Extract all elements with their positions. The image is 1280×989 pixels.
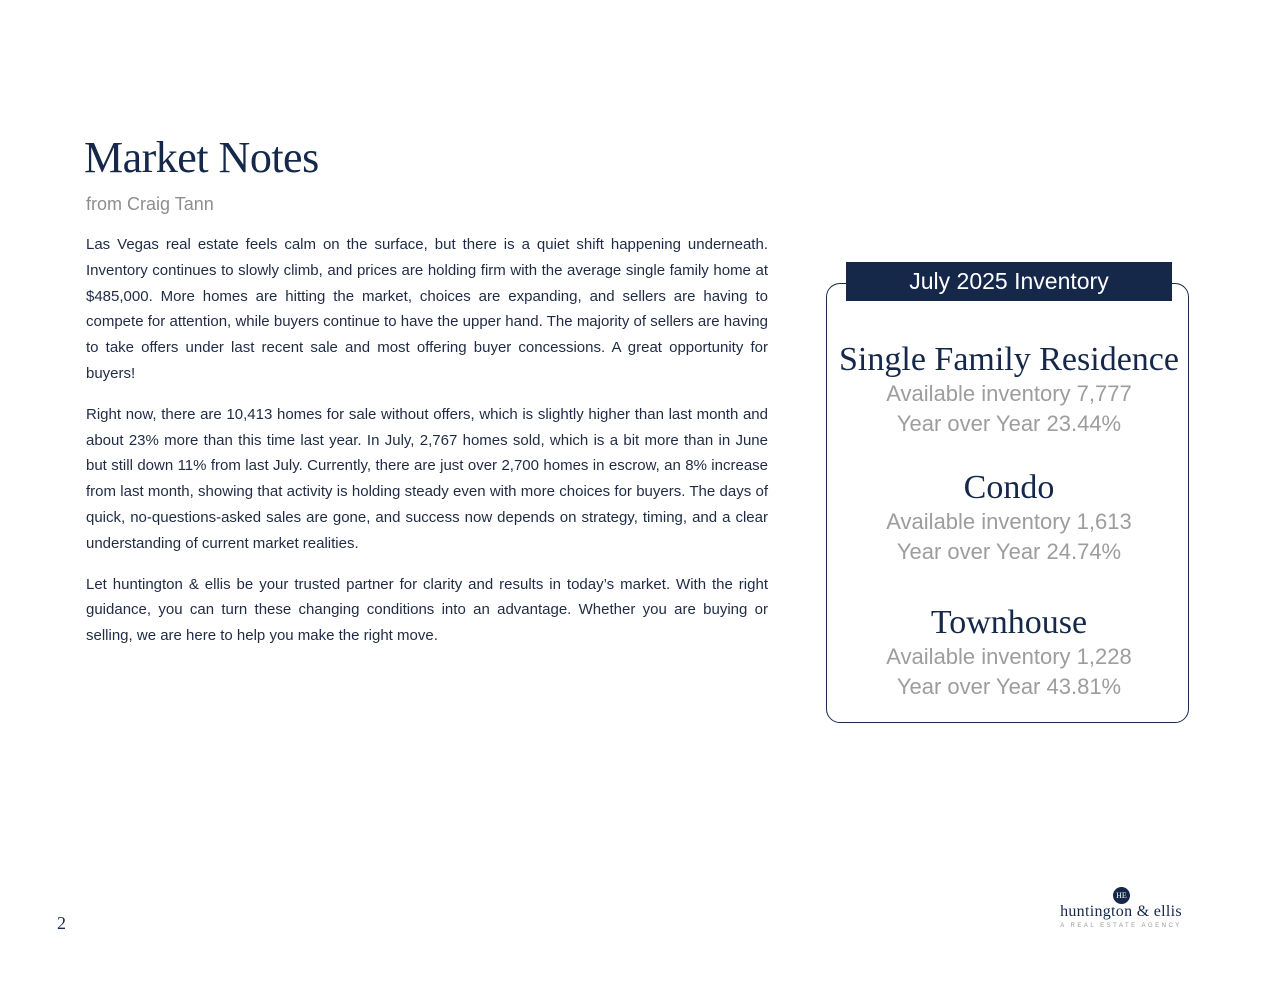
page-number: 2 — [57, 913, 66, 933]
category-condo — [826, 469, 1192, 567]
paragraph-closing: Let huntington & ellis be your trusted partner for clarity and results in today’s market. With the right guidance, you can turn these changing conditions into an advantage. Whether you are buying or selling, we are here to help you make the right move. — [86, 575, 768, 645]
author-subtitle: from Craig Tann — [86, 194, 214, 214]
category-name: Single Family Residence — [839, 341, 1179, 378]
category-name: Condo — [963, 469, 1055, 506]
available-inventory: Available inventory 1,228 — [886, 644, 1132, 669]
logo-tagline: A REAL ESTATE AGENCY — [1060, 923, 1182, 929]
paragraph-stats: Right now, there are 10,413 homes for sale without offers, which is slightly higher than last month and about 23% more than this time last year. In July, 2,767 homes sold, which is a bit more than in June but still down 11% from last July. Currently, there are just over 2,700 homes in escrow, an 8% increase from last month, showing that activity is holding steady even with more choices for buyers. The days of quick, no-questions-asked sales are gone, and success now depends on strategy, timing, and a clear understanding of current market realities. — [86, 405, 768, 552]
category-townhouse — [826, 604, 1192, 702]
available-inventory: Available inventory 7,777 — [886, 381, 1132, 406]
year-over-year: Year over Year 24.74% — [896, 539, 1122, 564]
logo-name: huntington & ellis — [1060, 903, 1182, 920]
page-title: Market Notes — [84, 133, 319, 182]
inventory-card-header: July 2025 Inventory — [846, 262, 1172, 301]
paragraph-intro: Las Vegas real estate feels calm on the surface, but there is a quiet shift happening underneath. Inventory continues to slowly climb, and prices are holding firm with the average single family home at $485,000. More homes are hitting the market, choices are expanding, and sellers are having to compete for attention, while buyers continue to have the upper hand. The majority of sellers are having to take offers under last recent sale and most offering buyer concessions. A great opportunity for buyers! — [86, 236, 768, 382]
available-inventory: Available inventory 1,613 — [886, 509, 1132, 534]
year-over-year: Year over Year 43.81% — [896, 674, 1122, 699]
year-over-year: Year over Year 23.44% — [896, 411, 1122, 436]
logo-monogram-icon: HE — [1113, 887, 1130, 904]
category-single-family — [826, 341, 1192, 439]
company-logo — [1046, 886, 1198, 934]
market-notes-body — [86, 232, 768, 664]
category-name: Townhouse — [930, 604, 1088, 641]
